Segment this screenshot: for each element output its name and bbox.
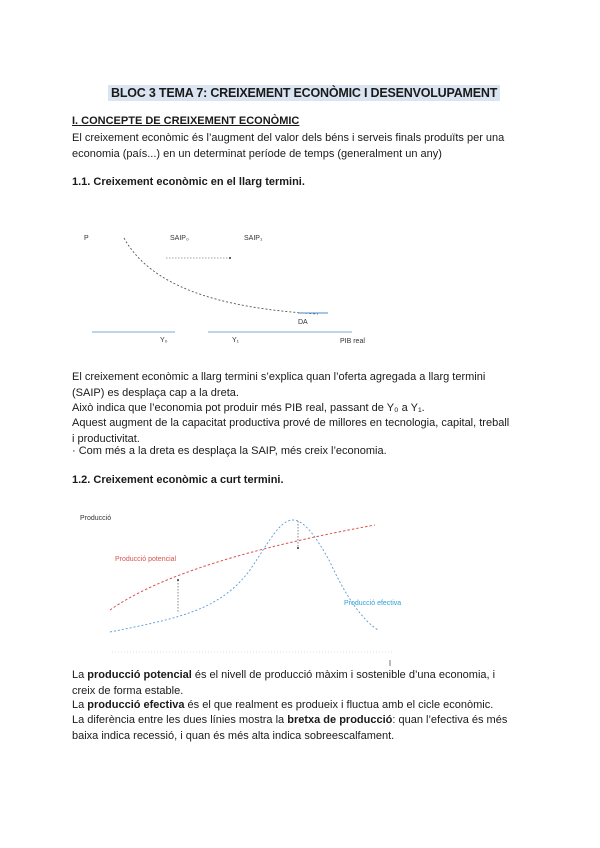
x-axis-label: PIB real xyxy=(340,338,365,345)
y-axis-label-p: P xyxy=(84,235,89,242)
effective-output-paragraph: La producció efectiva és el que realment es produeix i fluctua amb el cicle econòmic. xyxy=(72,699,494,711)
short-term-growth-chart xyxy=(80,515,401,666)
y0-label: Y₀ xyxy=(160,337,168,344)
definition-paragraph: El creixement econòmic és l’augment del valor dels béns i serveis finals produïts per una economia (país...) en un determinat període de temps (generalment un any) xyxy=(72,132,505,160)
subsection-heading-short-term: 1.2. Creixement econòmic a curt termini. xyxy=(72,474,284,486)
output-gap-paragraph: La diferència entre les dues línies mostra la bretxa de producció: quan l’efectiva és més baixa indica recessió, i quan és més alta indica sobreescalfament. xyxy=(72,714,508,742)
potential-output-line xyxy=(110,525,375,610)
da-label: DA xyxy=(298,319,308,326)
potential-output-paragraph: La producció potencial és el nivell de producció màxim i sostenible d’una economia, i creix de forma estable. xyxy=(72,669,496,697)
effective-output-label: Producció efectiva xyxy=(344,600,402,607)
long-term-paragraph-4: · Com més a la dreta es desplaça la SAIP, més creix l’economia. xyxy=(72,445,387,457)
recession-gap-marker xyxy=(177,579,179,581)
expansion-gap-marker xyxy=(297,547,299,549)
y-axis-label-produccio: Producció xyxy=(80,515,112,522)
saip1-label: SAIP₁ xyxy=(244,235,263,242)
y1-label: Y₁ xyxy=(232,337,240,344)
section-heading: I. CONCEPTE DE CREIXEMENT ECONÒMIC xyxy=(72,115,300,127)
potential-output-label: Producció potencial xyxy=(115,556,177,563)
subsection-heading-long-term: 1.1. Creixement econòmic en el llarg termini. xyxy=(72,176,305,188)
equilibrium-point xyxy=(229,257,231,259)
long-term-paragraph-3: Aquest augment de la capacitat productiva prové de millores en tecnologia, capital, treball i productivitat. xyxy=(72,417,510,445)
da-curve xyxy=(124,238,318,314)
long-term-paragraph-1: El creixement econòmic a llarg termini s’explica quan l’oferta agregada a llarg termini (SAIP) es desplaça cap a la dreta. xyxy=(72,371,486,399)
saip0-label: SAIP₀ xyxy=(170,235,189,242)
long-term-paragraph-2: Això indica que l’economia pot produir més PIB real, passant de Y₀ a Y₁. xyxy=(72,402,425,414)
effective-output-line xyxy=(110,520,378,632)
long-term-growth-chart xyxy=(84,235,365,345)
page-title: BLOC 3 TEMA 7: CREIXEMENT ECONÒMIC I DESENVOLUPAMENT xyxy=(108,85,500,101)
